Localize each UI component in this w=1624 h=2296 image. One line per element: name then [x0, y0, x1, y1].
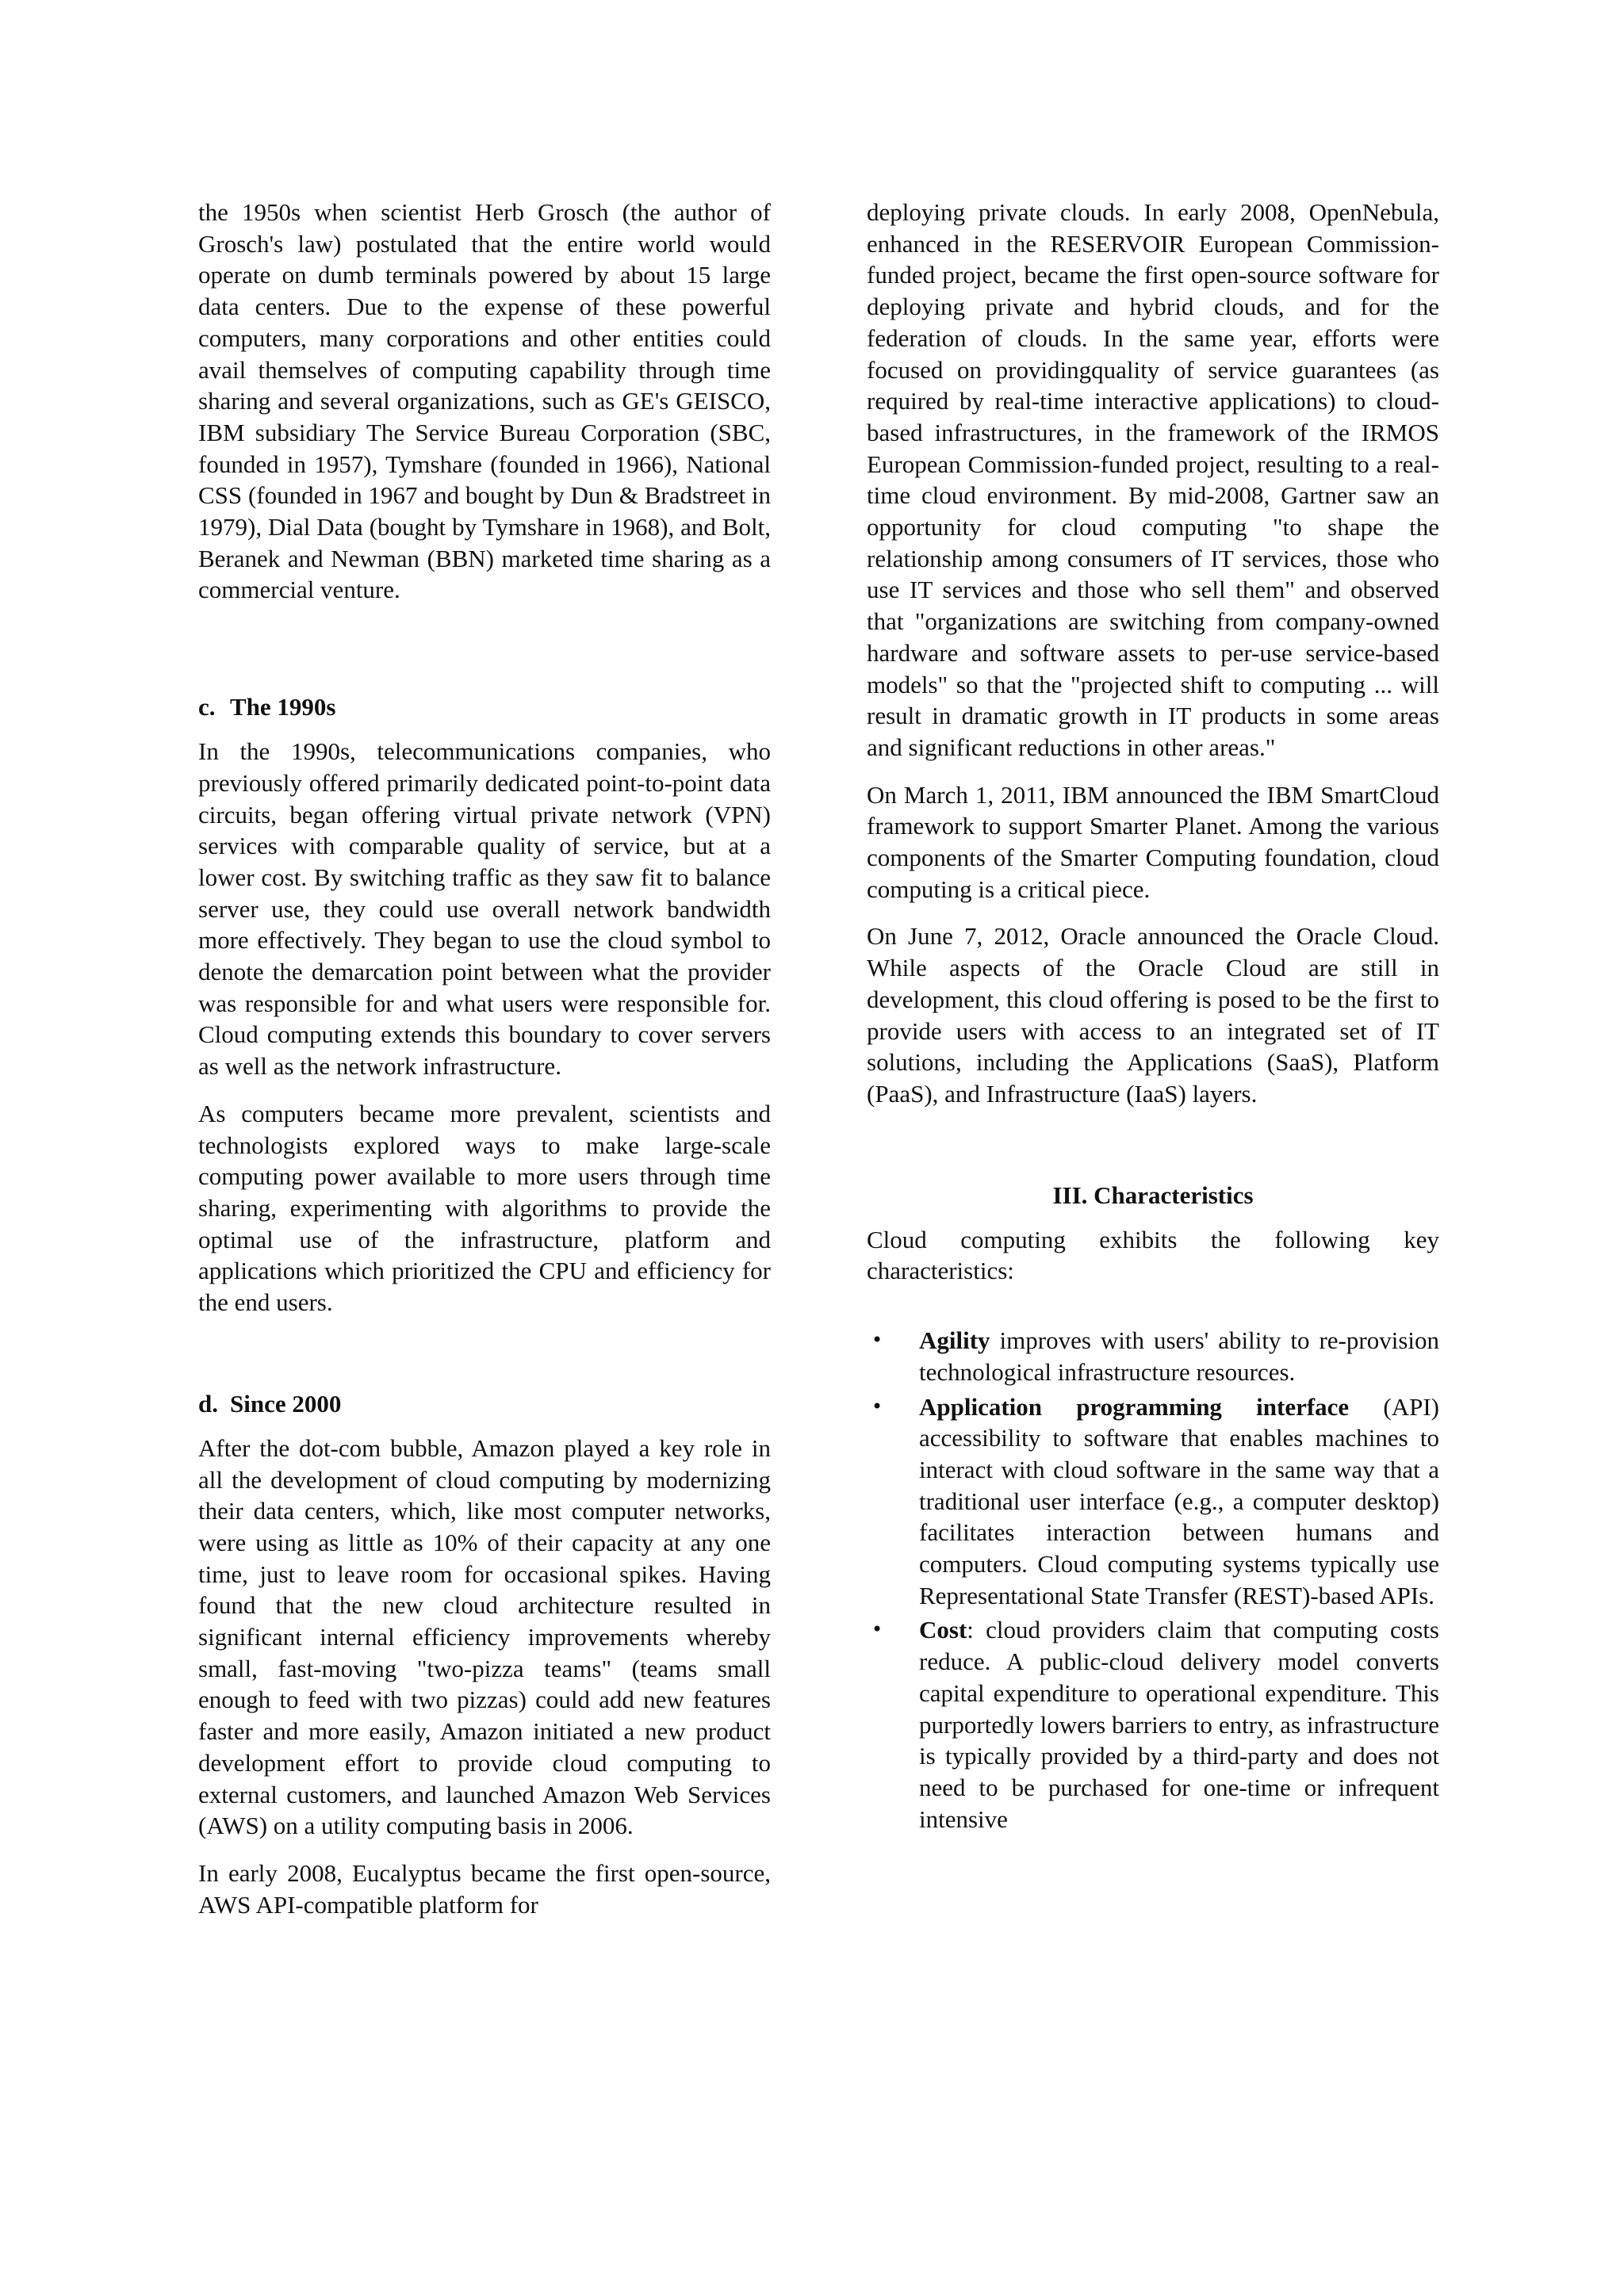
- left-column: [198, 197, 771, 1920]
- paragraph-amazon-aws: After the dot-com bubble, Amazon played a key role in all the development of cloud computing by modernizing their data centers, which, like most computer networks, were using as little as 10% of their capacity at any one time, just to leave room for occasional spikes. Having found that the new cloud architecture resulted in significant internal efficiency improvements whereby small, fast-moving "two-pizza teams" (teams small enough to feed with two pizzas) could add new features faster and more easily, Amazon initiated a new product development effort to provide cloud computing to external customers, and launched Amazon Web Services (AWS) on a utility computing basis in 2006.: [198, 1433, 771, 1840]
- subsection-title: Since 2000: [230, 1389, 342, 1418]
- paragraph-eucalyptus: In early 2008, Eucalyptus became the first open-source, AWS API-compatible platform for: [198, 1858, 771, 1919]
- characteristics-list: [867, 1325, 1439, 1835]
- subsection-letter: c.: [198, 693, 216, 721]
- paragraph-1990s-vpn: In the 1990s, telecommunications companies, who previously offered primarily dedicated point-to-point data circuits, began offering virtual private network (VPN) services with comparable quality of service, but at a lower cost. By switching traffic as they saw fit to balance server use, they could use overall network bandwidth more effectively. They began to use the cloud symbol to denote the demarcation point between what the provider was responsible for and what users were responsible for. Cloud computing extends this boundary to cover servers as well as the network infrastructure.: [198, 737, 771, 1081]
- list-item-text: : cloud providers claim that computing costs reduce. A public-cloud delivery model converts capital expenditure to operational expenditure. This purportedly lowers barriers to entry, as infrastructure is typically provided by a third-party and does not need to be purchased for one-time or infrequent intensive: [919, 1616, 1439, 1833]
- paragraph-ibm-smartcloud: On March 1, 2011, IBM announced the IBM SmartCloud framework to support Smarter Planet. Among the various components of the Smarter Computing foundation, cloud computing is a critical piece.: [867, 780, 1439, 903]
- paragraph-private-clouds: deploying private clouds. In early 2008, OpenNebula, enhanced in the RESERVOIR European Commission-funded project, became the first open-source software for deploying private and hybrid clouds, and for the federation of clouds. In the same year, efforts were focused on providingquality of service guarantees (as required by real-time interactive applications) to cloud-based infrastructures, in the framework of the IRMOS European Commission-funded project, resulting to a real-time cloud environment. By mid-2008, Gartner saw an opportunity for cloud computing "to shape the relationship among consumers of IT services, those who use IT services and those who sell them" and observed that "organizations are switching from company-owned hardware and software assets to per-use service-based models" so that the "projected shift to computing ... will result in dramatic growth in IT products in some areas and significant reductions in other areas.": [867, 198, 1439, 761]
- list-item: [867, 1325, 1439, 1387]
- section-heading-characteristics: III. Characteristics: [1052, 1181, 1254, 1209]
- list-item-text: (API) accessibility to software that enables machines to interact with cloud software in the same way that a traditional user interface (e.g., a computer desktop) facilitates interaction between humans and computers. Cloud computing systems typically use Representational State Transfer (REST)-based APIs.: [919, 1392, 1439, 1609]
- subsection-heading-since-2000: [198, 1388, 771, 1420]
- subsection-title: The 1990s: [230, 693, 336, 721]
- list-item: [867, 1614, 1439, 1835]
- list-item-text: improves with users' ability to re-provision technological infrastructure resources.: [919, 1326, 1439, 1386]
- right-column: [867, 197, 1439, 1838]
- list-item: [867, 1391, 1439, 1612]
- section-spacer: [198, 622, 771, 691]
- list-spacer: [867, 1303, 1439, 1325]
- list-item-term: Application programming interface: [919, 1392, 1350, 1421]
- bullet-icon: •: [871, 1395, 883, 1418]
- paragraph-1990s-time-sharing: As computers became more prevalent, scientists and technologists explored ways to make large-scale computing power available to more users through time sharing, experimenting with algorithms to provide the optimal use of the infrastructure, platform and applications which prioritized the CPU and efficiency for the end users.: [198, 1099, 771, 1317]
- paragraph-oracle-cloud: On June 7, 2012, Oracle announced the Oracle Cloud. While aspects of the Oracle Cloud are still in development, this cloud offering is posed to be the first to provide users with access to an integrated set of IT solutions, including the Applications (SaaS), Platform (PaaS), and Infrastructure (IaaS) layers.: [867, 922, 1439, 1108]
- subsection-letter: d.: [198, 1389, 218, 1418]
- subsection-heading-1990s: [198, 691, 771, 723]
- bullet-icon: •: [871, 1618, 883, 1641]
- list-item-term: Agility: [919, 1326, 990, 1355]
- paragraph-characteristics-intro: Cloud computing exhibits the following key characteristics:: [867, 1225, 1439, 1285]
- list-item-term: Cost: [919, 1616, 967, 1644]
- paragraph-time-sharing-history: the 1950s when scientist Herb Grosch (the author of Grosch's law) postulated that the entire world would operate on dumb terminals powered by about 15 large data centers. Due to the expense of these powerful computers, many corporations and other entities could avail themselves of computing capability through time sharing and several organizations, such as GE's GEISCO, IBM subsidiary The Service Bureau Corporation (SBC, founded in 1957), Tymshare (founded in 1966), National CSS (founded in 1967 and bought by Dun & Bradstreet in 1979), Dial Data (bought by Tymshare in 1968), and Bolt, Beranek and Newman (BBN) marketed time sharing as a commercial venture.: [198, 198, 771, 604]
- bullet-icon: •: [871, 1329, 883, 1352]
- section-spacer: [198, 1334, 771, 1388]
- section-spacer: [867, 1126, 1439, 1180]
